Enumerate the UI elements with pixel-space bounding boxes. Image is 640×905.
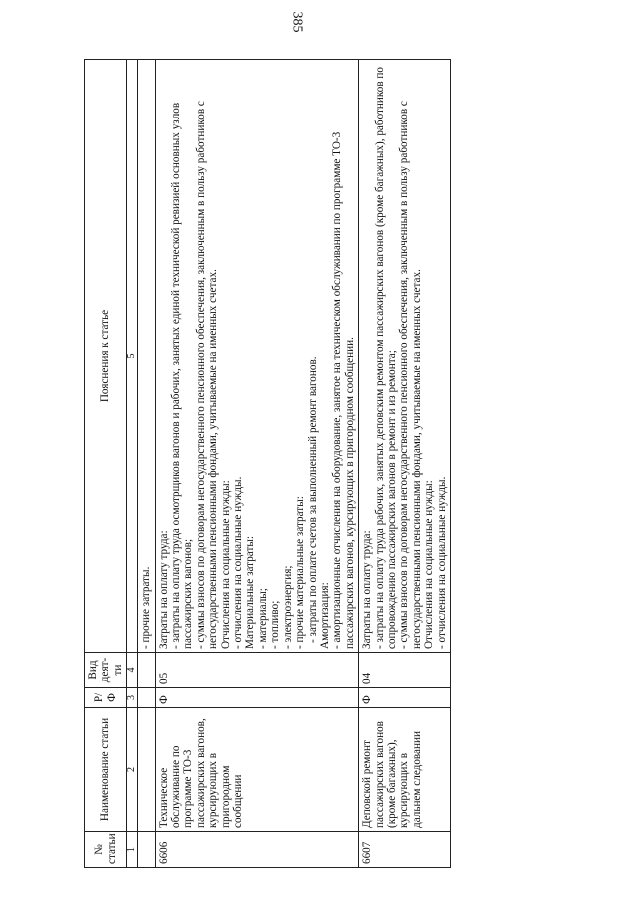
header-row bbox=[85, 60, 127, 868]
article-name: Деповской ремонт пассажирских вагонов (кроме багажных), курсирующих в дальнем следовании bbox=[359, 708, 451, 832]
article-vid: 05 bbox=[155, 653, 359, 688]
article-rf: Ф bbox=[359, 688, 451, 708]
col-number: 3 bbox=[127, 688, 138, 708]
empty-cell bbox=[138, 832, 155, 868]
article-number: 6606 bbox=[155, 832, 359, 868]
article-rf: Ф bbox=[155, 688, 359, 708]
explanation-line: Отчисления на социальные нужды: bbox=[423, 480, 436, 649]
explanation-line: - отчисления на социальные нужды. bbox=[435, 476, 448, 649]
column-number-row bbox=[127, 60, 138, 868]
header-explanation: Пояснения к статье bbox=[85, 60, 127, 653]
explanation-cell bbox=[138, 60, 155, 653]
explanation-line: - затраты по оплате счетов за выполненный ремонт вагонов. bbox=[306, 356, 319, 643]
explanation-line: - суммы взносов по договорам негосударственного пенсионного обеспечения, заключенным в пользу работников с негосударственными пенсионными фондами, учитываемые на именных счетах. bbox=[398, 101, 423, 649]
explanation-line: Затраты на оплату труда: bbox=[157, 530, 170, 649]
empty-cell bbox=[138, 708, 155, 832]
cost-items-table bbox=[84, 59, 451, 868]
explanation-line: - электроэнергия; bbox=[281, 565, 294, 649]
col-number: 4 bbox=[127, 653, 138, 688]
table-row bbox=[359, 60, 451, 868]
empty-cell bbox=[138, 688, 155, 708]
explanation-line: Затраты на оплату труда: bbox=[361, 530, 374, 649]
col-number: 1 bbox=[127, 832, 138, 868]
header-name: Наименование статьи bbox=[85, 708, 127, 832]
explanation-line: Материальные затраты: bbox=[244, 536, 257, 649]
explanation-line: - затраты на оплату труда рабочих, занятых деповским ремонтом пассажирских вагонов (кроме багажных), работников по сопровождению пассажирских вагонов в ремонт и из ремонта; bbox=[373, 66, 398, 649]
rotated-table-container bbox=[84, 60, 607, 868]
article-vid: 04 bbox=[359, 653, 451, 688]
explanation-line: - материалы; bbox=[256, 588, 269, 649]
explanation-line: - прочие материальные затраты: bbox=[294, 496, 307, 649]
header-rf: Р/ Ф bbox=[85, 688, 127, 708]
explanation-line: Отчисления на социальные нужды: bbox=[219, 480, 232, 649]
explanation-line: - суммы взносов по договорам негосударственного пенсионного обеспечения, заключенным в пользу работников с негосударственными пенсионными фондами, учитываемые на именных счетах. bbox=[194, 101, 220, 649]
explanation-line: - отчисления на социальные нужды. bbox=[232, 476, 245, 649]
page-number: 385 bbox=[289, 11, 305, 33]
header-no: № статьи bbox=[85, 832, 127, 868]
explanation-line: Амортизация: bbox=[318, 582, 331, 649]
table-row-continued bbox=[138, 60, 155, 868]
explanation-cell bbox=[359, 60, 451, 653]
explanation-line: - амортизационные отчисления на оборудование, занятое на техническом обслуживании по программе ТО-3 пассажирских вагонов, курсирующих в пригородном сообщении. bbox=[331, 131, 356, 649]
article-name: Техническое обслуживание по программе ТО-3 пассажирских вагонов, курсирующих в пригородном сообщении bbox=[155, 708, 359, 832]
article-number: 6607 bbox=[359, 832, 451, 868]
col-number: 5 bbox=[127, 60, 138, 653]
explanation-line: - затраты на оплату труда осмотрщиков вагонов и рабочих, занятых единой технической ревизией основных узлов пассажирских вагонов; bbox=[170, 102, 195, 649]
table-row bbox=[155, 60, 359, 868]
header-vid: Вид деят-ти bbox=[85, 653, 127, 688]
explanation-line: - топливо; bbox=[269, 600, 282, 649]
empty-cell bbox=[138, 653, 155, 688]
explanation-line: - прочие затраты. bbox=[140, 566, 153, 649]
explanation-cell bbox=[155, 60, 359, 653]
col-number: 2 bbox=[127, 708, 138, 832]
